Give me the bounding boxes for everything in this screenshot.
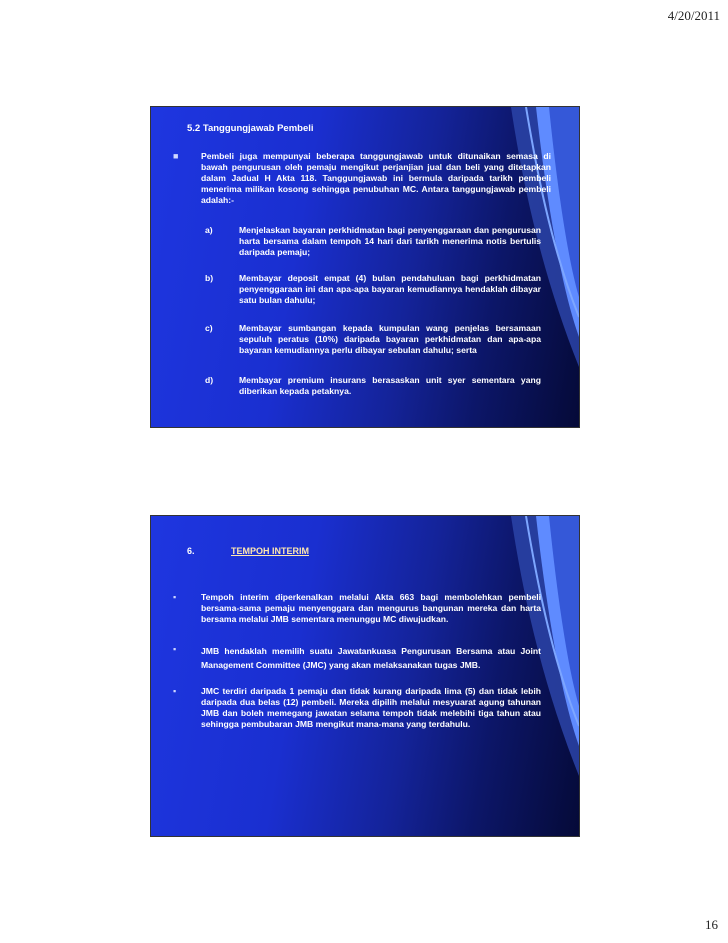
list-item-text: Menjelaskan bayaran perkhidmatan bagi penyenggaraan dan pengurusan harta bersama dalam tempoh 14 hari dari tarikh menerima notis bertulis daripada pemaju; — [239, 225, 541, 257]
bullet-icon: ▪ — [173, 644, 177, 654]
list-item-text: JMC terdiri daripada 1 pemaju dan tidak kurang daripada lima (5) dan tidak lebih daripada dua belas (12) pembeli. Mereka dipilih melalui mesyuarat agung tahunan JMB dan boleh memegang jawatan selama tempoh tidak melebihi tiga tahun atau sehingga pembubaran JMB mengikut mana-mana yang terdahulu. — [201, 686, 541, 729]
list-item-label: c) — [205, 323, 213, 333]
list-item-text: JMB hendaklah memilih suatu Jawatankuasa Pengurusan Bersama atau Joint Management Committee (JMC) yang akan melaksanakan tugas JMB. — [201, 646, 541, 670]
list-item-label: d) — [205, 375, 214, 385]
bullet-icon: ■ — [173, 151, 179, 161]
list-item-label: b) — [205, 273, 214, 283]
page-number: 16 — [705, 917, 718, 932]
slide-2 — [150, 515, 580, 837]
intro-text: Pembeli juga mempunyai beberapa tanggungjawab untuk ditunaikan semasa di bawah pengurusan oleh pemaju mengikut perjanjian jual dan beli yang ditetapkan dalam Jadual H Akta 118. Tanggungjawab ini bermula daripada tarikh pembeli menerima milikan kosong sehingga penubuhan MC. Antara tanggungjawab pembeli adalah:- — [201, 151, 551, 205]
slide-1-title: 5.2 Tanggungjawab Pembeli — [187, 123, 314, 134]
bullet-icon: ▪ — [173, 686, 177, 696]
list-item-label: a) — [205, 225, 213, 235]
slide-1 — [150, 106, 580, 428]
slide-2-section-number: 6. — [187, 546, 195, 556]
list-item-text: Membayar sumbangan kepada kumpulan wang penjelas bersamaan sepuluh peratus (10%) daripada bayaran perkhidmatan dan apa-apa bayaran kemudiannya perlu dibayar sebulan dahulu; serta — [239, 323, 541, 355]
list-item-text: Membayar premium insurans berasaskan unit syer sementara yang diberikan kepada petaknya. — [239, 375, 541, 396]
list-item-text: Membayar deposit empat (4) bulan pendahuluan bagi perkhidmatan penyenggaraan ini dan apa-apa bayaran kemudiannya hendaklah dibayar satu bulan dahulu; — [239, 273, 541, 305]
list-item-text: Tempoh interim diperkenalkan melalui Akta 663 bagi membolehkan pembeli bersama-sama pemaju menyenggara dan mengurus bangunan mereka dan harta bersama melalui JMB sementara menunggu MC diwujudkan. — [201, 592, 541, 624]
bullet-icon: ▪ — [173, 592, 177, 602]
print-date: 4/20/2011 — [667, 8, 720, 23]
slide-2-title: TEMPOH INTERIM — [231, 546, 309, 556]
